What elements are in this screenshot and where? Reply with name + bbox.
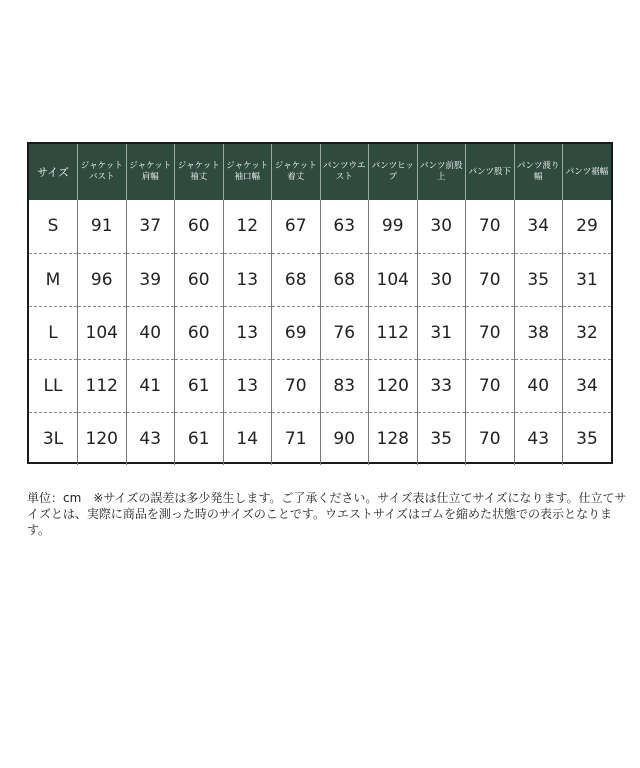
measurement-cell: 76 [320,306,369,359]
measurement-cell: 99 [369,200,418,253]
table-row [29,253,611,306]
measurement-cell: 68 [320,253,369,306]
size-label-cell: LL [29,359,78,412]
measurement-cell: 63 [320,200,369,253]
size-table [27,142,613,464]
header-size: サイズ [29,144,78,200]
measurement-cell: 34 [563,359,612,412]
measurement-cell: 83 [320,359,369,412]
measurement-cell: 112 [369,306,418,359]
measurement-cell: 43 [514,412,563,465]
measurement-cell: 29 [563,200,612,253]
measurement-cell: 60 [175,253,224,306]
size-label-cell: 3L [29,412,78,465]
measurement-cell: 61 [175,359,224,412]
measurement-cell: 14 [223,412,272,465]
measurement-cell: 40 [126,306,175,359]
header-jacket-shoulder: ジャケット肩幅 [126,144,175,200]
header-pants-hip: パンツヒップ [369,144,418,200]
size-label-cell: L [29,306,78,359]
measurement-cell: 12 [223,200,272,253]
header-pants-hem: パンツ裾幅 [563,144,612,200]
measurement-cell: 70 [272,359,321,412]
measurement-cell: 104 [369,253,418,306]
measurement-cell: 60 [175,200,224,253]
size-table-grid [29,144,611,465]
header-pants-inseam: パンツ股下 [466,144,515,200]
measurement-cell: 104 [78,306,127,359]
measurement-cell: 40 [514,359,563,412]
size-label-cell: M [29,253,78,306]
table-row [29,200,611,253]
table-body [29,200,611,465]
measurement-cell: 70 [466,412,515,465]
measurement-cell: 13 [223,359,272,412]
measurement-cell: 30 [417,253,466,306]
header-pants-rise: パンツ前股上 [417,144,466,200]
measurement-cell: 70 [466,359,515,412]
header-jacket-sleeve: ジャケット袖丈 [175,144,224,200]
measurement-cell: 91 [78,200,127,253]
measurement-cell: 70 [466,306,515,359]
measurement-cell: 69 [272,306,321,359]
measurement-cell: 37 [126,200,175,253]
measurement-cell: 35 [417,412,466,465]
measurement-cell: 120 [369,359,418,412]
header-jacket-cuff: ジャケット袖口幅 [223,144,272,200]
header-pants-thigh: パンツ渡り幅 [514,144,563,200]
header-jacket-bust: ジャケットバスト [78,144,127,200]
measurement-cell: 112 [78,359,127,412]
measurement-cell: 13 [223,306,272,359]
measurement-cell: 31 [417,306,466,359]
measurement-cell: 35 [563,412,612,465]
table-row [29,359,611,412]
measurement-cell: 41 [126,359,175,412]
size-label-cell: S [47,216,59,237]
measurement-cell: 96 [78,253,127,306]
measurement-cell: 71 [272,412,321,465]
measurement-cell: 38 [514,306,563,359]
measurement-cell: 33 [417,359,466,412]
header-jacket-length: ジャケット着丈 [272,144,321,200]
size-note: 単位：cm ※サイズの誤差は多少発生します。ご了承ください。サイズ表は仕立てサイズになります。仕立てサイズとは、実際に商品を測った時のサイズのことです。ウエストサイズはゴムを縮めた状態での表示となります。 [27,491,627,537]
table-row [29,306,611,359]
measurement-cell: 34 [514,200,563,253]
header-pants-waist: パンツウエスト [320,144,369,200]
measurement-cell: 90 [320,412,369,465]
measurement-cell: 43 [126,412,175,465]
measurement-cell: 31 [563,253,612,306]
measurement-cell: 39 [126,253,175,306]
measurement-cell: 32 [563,306,612,359]
measurement-cell: 120 [78,412,127,465]
header-row [29,144,611,200]
measurement-cell: 70 [466,200,515,253]
measurement-cell: 35 [514,253,563,306]
measurement-cell: 13 [223,253,272,306]
measurement-cell: 30 [417,200,466,253]
measurement-cell: 60 [175,306,224,359]
measurement-cell: 68 [272,253,321,306]
measurement-cell: 61 [175,412,224,465]
measurement-cell: 67 [272,200,321,253]
table-row [29,412,611,465]
measurement-cell: 70 [466,253,515,306]
measurement-cell: 128 [369,412,418,465]
